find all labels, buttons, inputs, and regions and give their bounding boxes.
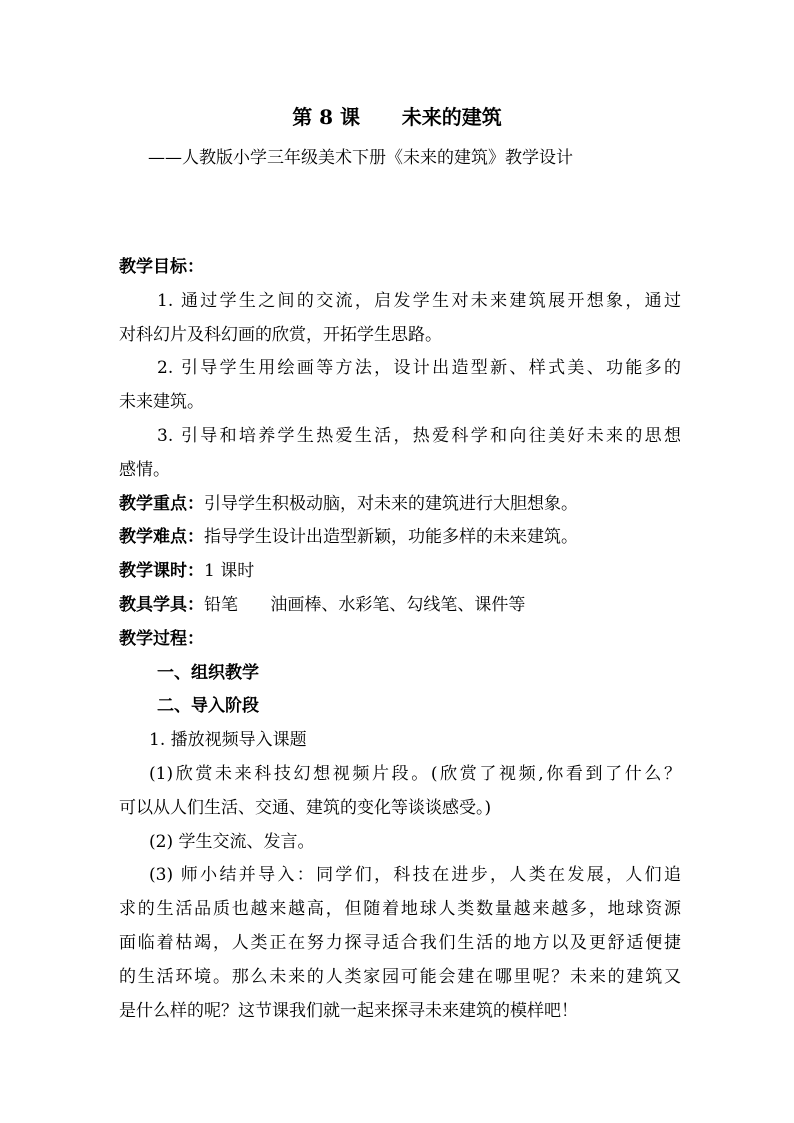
difficulty-row bbox=[119, 521, 681, 555]
hours-row bbox=[119, 555, 681, 589]
process-sub-3-line-2: 求的生活品质也越来越高，但随着地球人类数量越来越多，地球资源 bbox=[119, 899, 681, 920]
process-sub-3-line-1: (3) 师小结并导入：同学们，科技在进步，人类在发展，人们追 bbox=[149, 865, 681, 886]
key-point-row bbox=[119, 488, 681, 522]
hours-label: 教学课时： bbox=[119, 561, 204, 582]
hours-text: 1 课时 bbox=[204, 561, 255, 582]
process-sub-3-line-5: 是什么样的呢？这节课我们就一起来探寻未来建筑的模样吧！ bbox=[119, 1000, 578, 1021]
tools-row bbox=[119, 589, 681, 623]
process-sub-3-line-4: 的生活环境。那么未来的人类家园可能会建在哪里呢？未来的建筑又 bbox=[119, 966, 681, 987]
objective-1-line-2: 对科幻片及科幻画的欣赏，开拓学生思路。 bbox=[119, 324, 442, 345]
difficulty-label: 教学难点： bbox=[119, 527, 204, 548]
key-point-text: 引导学生积极动脑，对未来的建筑进行大胆想象。 bbox=[204, 493, 578, 514]
difficulty-text: 指导学生设计出造型新颖，功能多样的未来建筑。 bbox=[204, 527, 578, 548]
tools-label: 教具学具： bbox=[119, 594, 204, 615]
process-section-2: 二、导入阶段 bbox=[157, 696, 259, 717]
objective-2-line-1: 2. 引导学生用绘画等方法，设计出造型新、样式美、功能多的 bbox=[157, 358, 681, 379]
process-sub-3-line-3: 面临着枯竭，人类正在努力探寻适合我们生活的地方以及更舒适便捷 bbox=[119, 932, 681, 953]
objective-3-line-2: 感情。 bbox=[119, 459, 170, 480]
process-sub-1-line-2: 可以从人们生活、交通、建筑的变化等谈谈感受。) bbox=[119, 797, 492, 818]
lesson-title: 第 8 课 未来的建筑 bbox=[292, 105, 502, 129]
tools-text: 铅笔 油画棒、水彩笔、勾线笔、课件等 bbox=[204, 594, 526, 615]
objectives-heading: 教学目标： bbox=[119, 257, 204, 277]
lesson-subtitle: ——人教版小学三年级美术下册《未来的建筑》教学设计 bbox=[148, 148, 573, 168]
objective-3-line-1: 3. 引导和培养学生热爱生活，热爱科学和向往美好未来的思想 bbox=[157, 425, 681, 446]
objective-1-line-1: 1. 通过学生之间的交流，启发学生对未来建筑展开想象，通过 bbox=[157, 290, 681, 311]
process-sub-1-line-1: (1)欣赏未来科技幻想视频片段。(欣赏了视频,你看到了什么？ bbox=[149, 763, 681, 784]
lesson-content bbox=[119, 251, 681, 1028]
objective-2-line-2: 未来建筑。 bbox=[119, 392, 204, 413]
process-section-1: 一、组织教学 bbox=[157, 662, 259, 683]
key-point-label: 教学重点： bbox=[119, 493, 204, 514]
process-step-1: 1. 播放视频导入课题 bbox=[149, 730, 307, 751]
process-heading: 教学过程： bbox=[119, 628, 204, 649]
process-sub-2: (2) 学生交流、发言。 bbox=[149, 831, 315, 852]
